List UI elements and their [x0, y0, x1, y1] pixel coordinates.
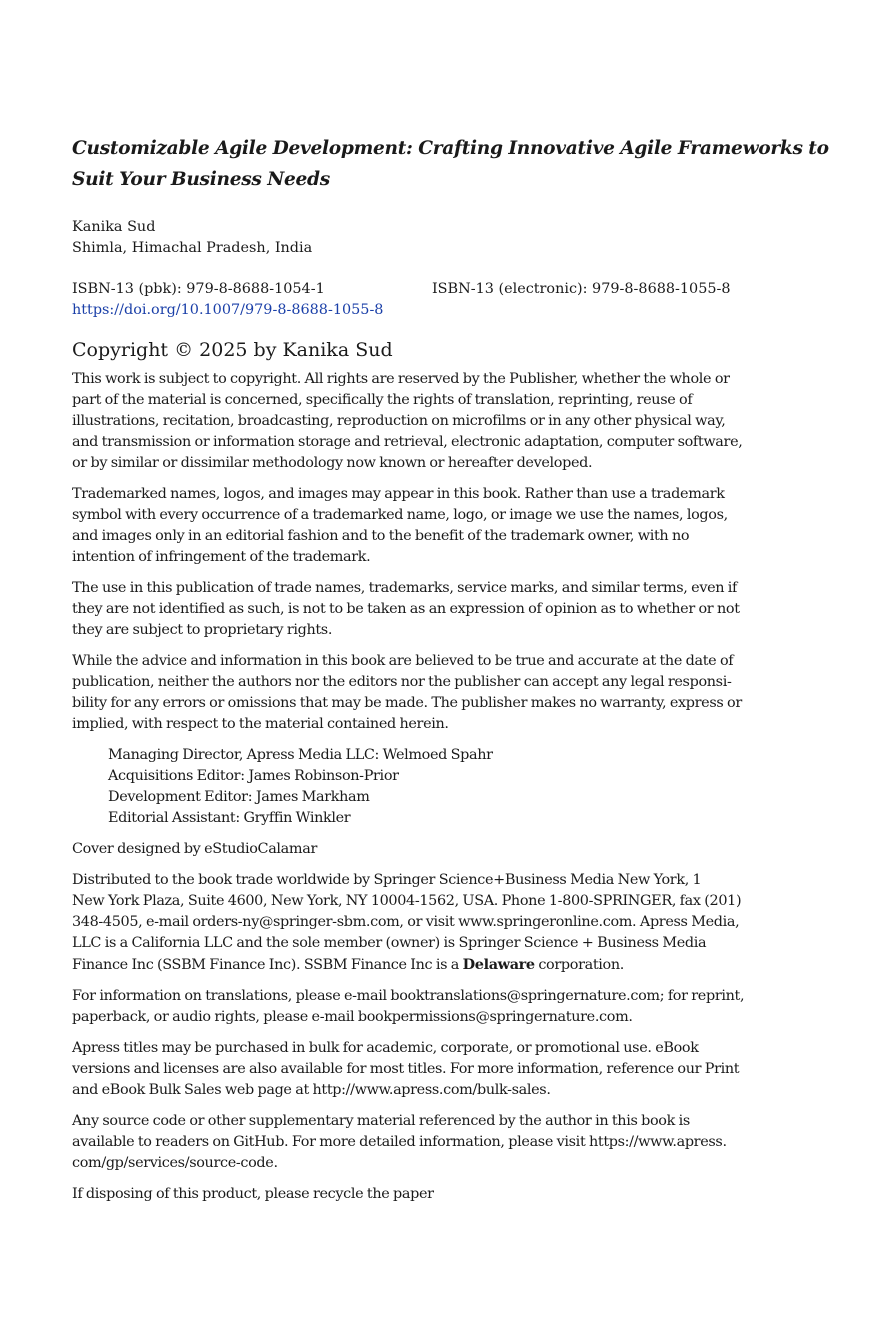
book-title-line-1: Customizable Agile Development: Crafting Innovative Agile Frameworks to — [72, 138, 829, 159]
bulk-sales-paragraph — [72, 1038, 772, 1101]
recycle-note — [72, 1184, 772, 1205]
book-title — [72, 133, 829, 195]
delaware-bold: Delaware — [462, 956, 535, 973]
credit-managing-director: Managing Director, Apress Media LLC: Welmoed Spahr — [108, 747, 493, 763]
paragraph-line: com/gp/services/source-code. — [72, 1155, 278, 1171]
author-block — [72, 217, 772, 259]
paragraph-line: The use in this publication of trade names, trademarks, service marks, and similar terms, even if — [72, 580, 738, 596]
paragraph-line: While the advice and information in this book are believed to be true and accurate at the date of — [72, 653, 734, 669]
paragraph-line: and transmission or information storage and retrieval, electronic adaptation, computer software, — [72, 434, 743, 450]
rights-paragraph — [72, 369, 772, 474]
cover-credit — [72, 839, 772, 860]
distribution-paragraph — [72, 870, 772, 976]
isbn-pbk: ISBN-13 (pbk): 979-8-8688-1054-1 — [72, 281, 325, 297]
copyright-notice: Copyright © 2025 by Kanika Sud — [72, 339, 393, 361]
paragraph-line: paperback, or audio rights, please e-mail bookpermissions@springernature.com. — [72, 1009, 633, 1025]
distribution-text-end: corporation. — [534, 957, 624, 973]
isbn-electronic: ISBN-13 (electronic): 979-8-8688-1055-8 — [432, 281, 731, 297]
paragraph-line: and eBook Bulk Sales web page at http://www.apress.com/bulk-sales. — [72, 1082, 551, 1098]
paragraph-line: they are subject to proprietary rights. — [72, 622, 333, 638]
book-title-line-2: Suit Your Business Needs — [72, 169, 330, 190]
paragraph-line: Cover designed by eStudioCalamar — [72, 841, 317, 857]
paragraph-line: bility for any errors or omissions that may be made. The publisher makes no warranty, express or — [72, 695, 742, 711]
paragraph-line: Distributed to the book trade worldwide by Springer Science+Business Media New York, 1 — [72, 872, 702, 888]
trade-names-paragraph — [72, 578, 772, 641]
paragraph-line: publication, neither the authors nor the editors nor the publisher can accept any legal responsi- — [72, 674, 732, 690]
paragraph-line: Apress titles may be purchased in bulk for academic, corporate, or promotional use. eBook — [72, 1040, 699, 1056]
paragraph-line: illustrations, recitation, broadcasting, reproduction on microfilms or in any other physical way, — [72, 413, 726, 429]
author-name: Kanika Sud — [72, 219, 156, 235]
paragraph-line: they are not identified as such, is not to be taken as an expression of opinion as to whether or not — [72, 601, 740, 617]
paragraph-line: LLC is a California LLC and the sole member (owner) is Springer Science + Business Media — [72, 935, 707, 951]
paragraph-line: For information on translations, please e-mail booktranslations@springernature.com; for reprint, — [72, 988, 745, 1004]
credit-acquisitions-editor: Acquisitions Editor: James Robinson-Prior — [108, 768, 399, 784]
paragraph-line: symbol with every occurrence of a trademarked name, logo, or image we use the names, logos, — [72, 507, 728, 523]
paragraph-line: intention of infringement of the trademark. — [72, 549, 371, 565]
credit-editorial-assistant: Editorial Assistant: Gryffin Winkler — [108, 810, 351, 826]
doi-link[interactable]: https://doi.org/10.1007/979-8-8688-1055-8 — [72, 302, 384, 318]
isbn-row — [72, 279, 772, 300]
paragraph-line: This work is subject to copyright. All rights are reserved by the Publisher, whether the whole or — [72, 371, 730, 387]
trademarks-paragraph — [72, 484, 772, 568]
paragraph-line — [72, 954, 772, 976]
paragraph-line: implied, with respect to the material contained herein. — [72, 716, 449, 732]
paragraph-line: 348-4505, e-mail orders-ny@springer-sbm.com, or visit www.springeronline.com. Apress Media, — [72, 914, 740, 930]
credits-list — [108, 745, 772, 829]
copyright-page — [72, 133, 829, 1215]
paragraph-line: Trademarked names, logos, and images may appear in this book. Rather than use a trademark — [72, 486, 725, 502]
source-code-paragraph — [72, 1111, 772, 1174]
paragraph-line: versions and licenses are also available for most titles. For more information, reference our Print — [72, 1061, 740, 1077]
paragraph-line: Any source code or other supplementary material referenced by the author in this book is — [72, 1113, 690, 1129]
paragraph-line: and images only in an editorial fashion and to the benefit of the trademark owner, with no — [72, 528, 690, 544]
credit-development-editor: Development Editor: James Markham — [108, 789, 370, 805]
author-location: Shimla, Himachal Pradesh, India — [72, 240, 313, 256]
translations-paragraph — [72, 986, 772, 1028]
paragraph-line: part of the material is concerned, specifically the rights of translation, reprinting, reuse of — [72, 392, 693, 408]
paragraph-line: available to readers on GitHub. For more detailed information, please visit https://www.apress. — [72, 1134, 727, 1150]
paragraph-line: New York Plaza, Suite 4600, New York, NY 10004-1562, USA. Phone 1-800-SPRINGER, fax (201) — [72, 893, 742, 909]
disclaimer-paragraph — [72, 651, 772, 735]
paragraph-line: If disposing of this product, please recycle the paper — [72, 1186, 434, 1202]
paragraph-line: or by similar or dissimilar methodology now known or hereafter developed. — [72, 455, 593, 471]
distribution-text: Finance Inc (SSBM Finance Inc). SSBM Finance Inc is a — [72, 957, 463, 973]
